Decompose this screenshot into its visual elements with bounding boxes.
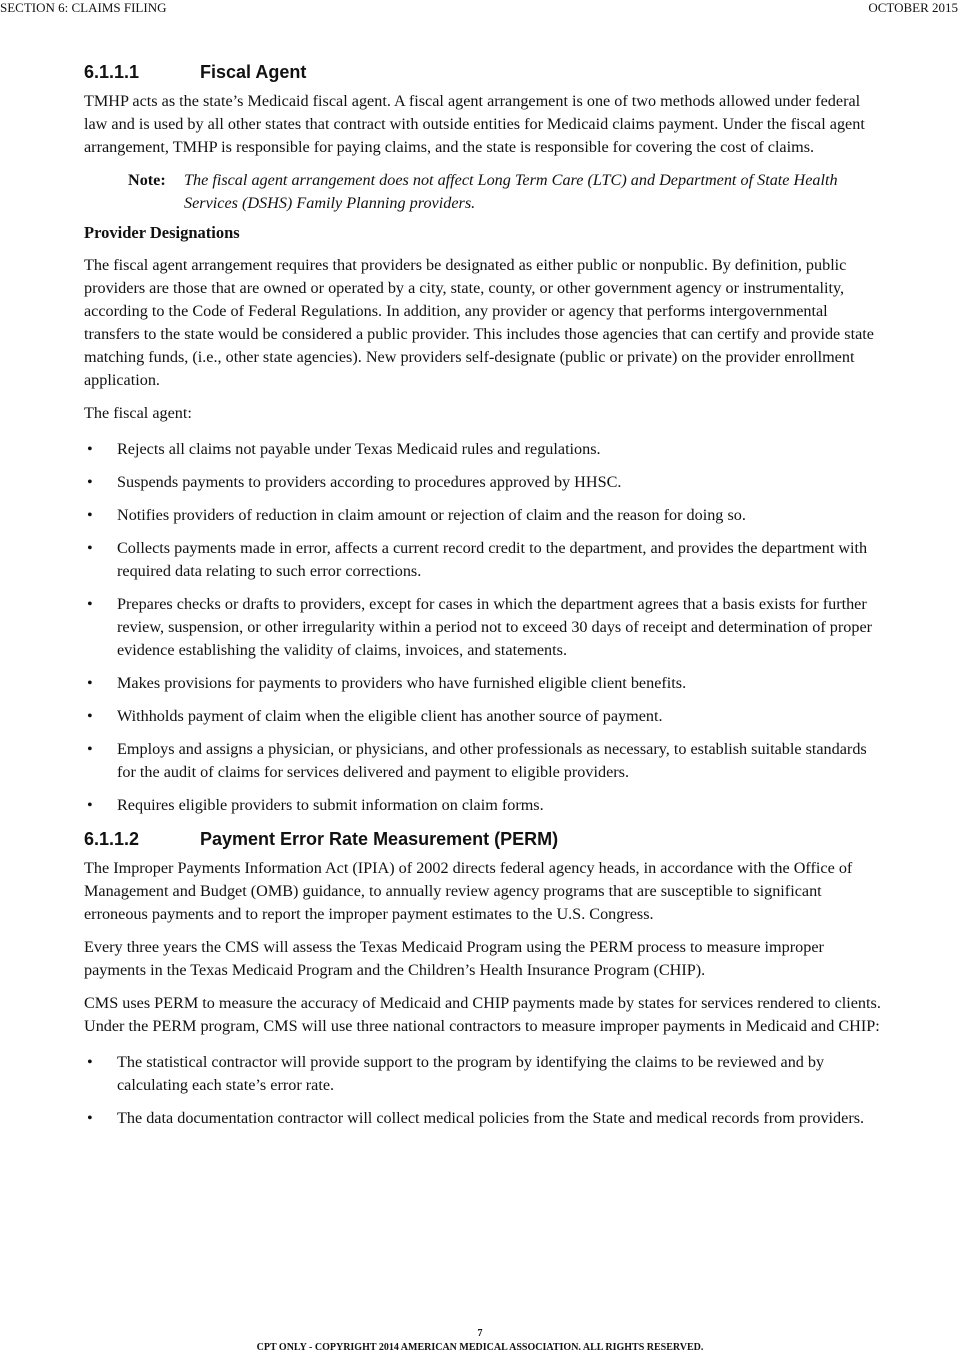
perm-paragraph-3: CMS uses PERM to measure the accuracy of Medicaid and CHIP payments made by states for services rendered to clients. Under the PERM program, CMS will use three national contractors to measure improper payments in Medicaid and CHIP: bbox=[84, 994, 881, 1035]
bullet-icon: • bbox=[87, 740, 93, 758]
page-footer bbox=[0, 1327, 960, 1355]
page-content bbox=[84, 60, 884, 1140]
bullet-icon: • bbox=[87, 440, 93, 458]
header-section-title: SECTION 6: CLAIMS FILING bbox=[0, 0, 167, 15]
note-label: Note: bbox=[128, 171, 166, 189]
perm-contractors-list bbox=[84, 1051, 884, 1130]
section-heading-perm bbox=[84, 827, 884, 851]
section-heading-fiscal-agent bbox=[84, 60, 884, 84]
page-number: 7 bbox=[477, 1328, 483, 1339]
bullet-icon: • bbox=[87, 707, 93, 725]
list-item: • The statistical contractor will provide support to the program by identifying the claims to be reviewed and by calculating each state’s error rate. bbox=[87, 1053, 825, 1094]
page-header bbox=[0, 0, 960, 20]
fiscal-agent-duties-list bbox=[84, 438, 884, 817]
bullet-icon: • bbox=[87, 1053, 93, 1071]
bullet-icon: • bbox=[87, 539, 93, 557]
list-item: • Makes provisions for payments to providers who have furnished eligible client benefits. bbox=[84, 672, 884, 695]
list-item: • Collects payments made in error, affects a current record credit to the department, and provides the department with required data relating to such error corrections. bbox=[87, 539, 868, 580]
provider-designations-paragraph: The fiscal agent arrangement requires that providers be designated as either public or nonpublic. By definition, public providers are those that are owned or operated by a city, state, county, or other government agency or instrumentality, according to the Code of Federal Regulations. In addition, any provider or agency that performs intergovernmental transfers to the state would be considered a public provider. This includes those agencies that can certify and provide state matching funds, (i.e., other state agencies). New providers self-designate (public or private) on the provider enrollment application. bbox=[84, 256, 874, 389]
list-item: • Withholds payment of claim when the eligible client has another source of payment. bbox=[84, 705, 884, 728]
bullet-icon: • bbox=[87, 595, 93, 613]
list-item: • Notifies providers of reduction in claim amount or rejection of claim and the reason for doing so. bbox=[84, 504, 884, 527]
provider-designations-heading: Provider Designations bbox=[84, 223, 240, 242]
list-item: • Rejects all claims not payable under Texas Medicaid rules and regulations. bbox=[84, 438, 884, 461]
note-block bbox=[128, 169, 884, 215]
list-item: • Requires eligible providers to submit information on claim forms. bbox=[84, 794, 884, 817]
header-date: OCTOBER 2015 bbox=[868, 0, 958, 15]
list-item: • Employs and assigns a physician, or physicians, and other professionals as necessary, to establish suitable standards for the audit of claims for services delivered and payment to eligible providers. bbox=[87, 740, 867, 781]
bullet-icon: • bbox=[87, 1109, 93, 1127]
list-item: • The data documentation contractor will collect medical policies from the State and medical records from providers. bbox=[84, 1107, 884, 1130]
list-item: • Suspends payments to providers according to procedures approved by HHSC. bbox=[84, 471, 884, 494]
section-number: 6.1.1.1 bbox=[84, 62, 140, 82]
bullet-icon: • bbox=[87, 796, 93, 814]
section-title: Fiscal Agent bbox=[200, 62, 307, 82]
bullet-icon: • bbox=[87, 473, 93, 491]
bullet-icon: • bbox=[87, 674, 93, 692]
bullet-icon: • bbox=[87, 506, 93, 524]
note-text: The fiscal agent arrangement does not affect Long Term Care (LTC) and Department of State Health Services (DSHS) Family Planning providers. bbox=[184, 171, 838, 212]
perm-paragraph-1: The Improper Payments Information Act (IPIA) of 2002 directs federal agency heads, in accordance with the Office of Management and Budget (OMB) guidance, to annually review agency programs that are susceptible to significant erroneous payments and to report the improper payment estimates to the U.S. Congress. bbox=[84, 859, 853, 923]
section-number: 6.1.1.2 bbox=[84, 829, 140, 849]
list-item: • Prepares checks or drafts to providers, except for cases in which the department agrees that a basis exists for further review, suspension, or other irregularity within a period not to exceed 30 days of receipt and determination of proper evidence establishing the validity of claims, invoices, and statements. bbox=[87, 595, 873, 659]
section-title: Payment Error Rate Measurement (PERM) bbox=[200, 829, 559, 849]
perm-paragraph-2: Every three years the CMS will assess the Texas Medicaid Program using the PERM process to measure improper payments in the Texas Medicaid Program and the Children’s Health Insurance Program (CHIP). bbox=[84, 938, 824, 979]
fiscal-agent-paragraph: TMHP acts as the state’s Medicaid fiscal agent. A fiscal agent arrangement is one of two methods allowed under federal law and is used by all other states that contract with outside entities for Medicaid claims payment. Under the fiscal agent arrangement, TMHP is responsible for paying claims, and the state is responsible for covering the cost of claims. bbox=[84, 92, 865, 156]
fiscal-agent-intro: The fiscal agent: bbox=[84, 404, 192, 422]
copyright-notice: CPT ONLY - COPYRIGHT 2014 AMERICAN MEDICAL ASSOCIATION. ALL RIGHTS RESERVED. bbox=[256, 1342, 704, 1353]
